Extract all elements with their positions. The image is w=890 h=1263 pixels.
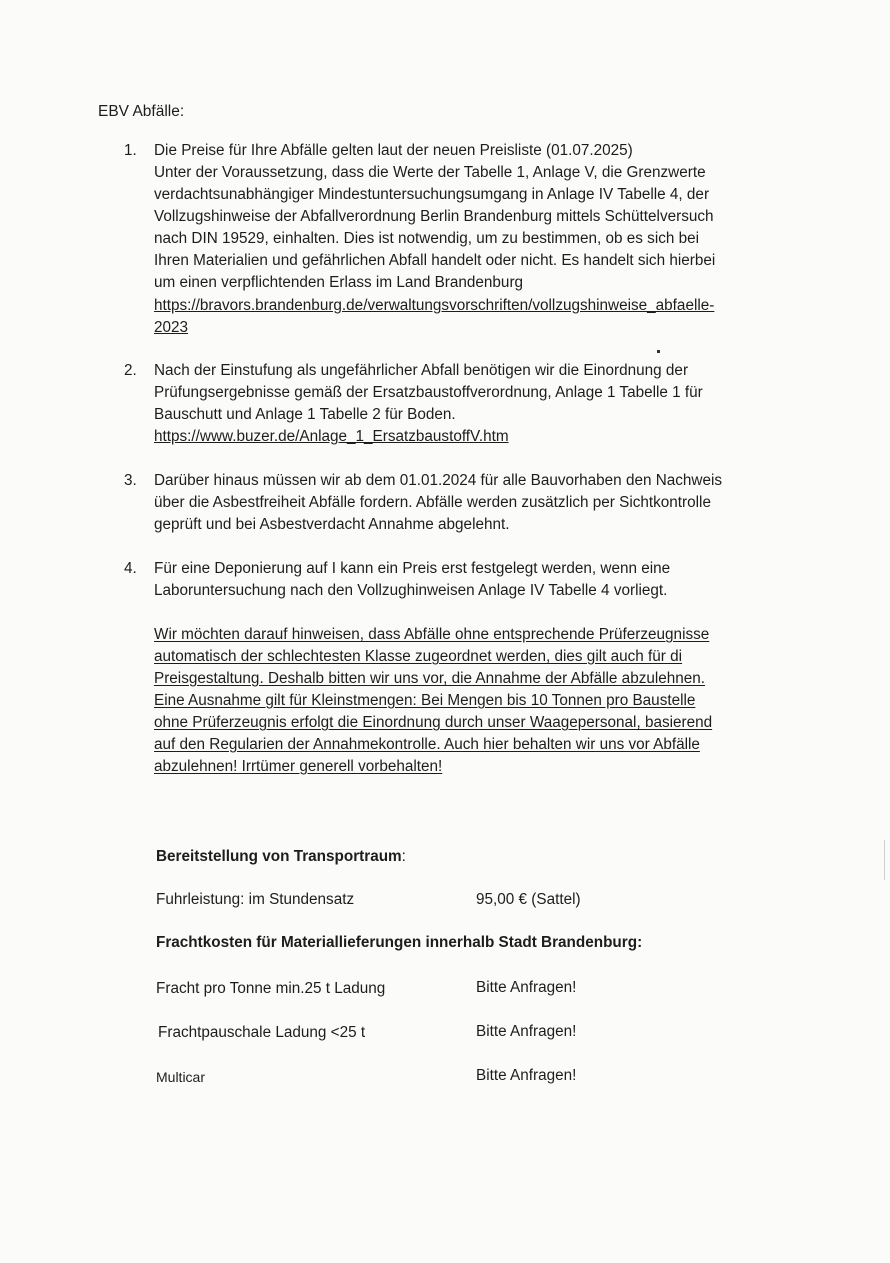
item-text-line: Nach der Einstufung als ungefährlicher Abfall benötigen wir die Einordnung der: [154, 362, 689, 379]
freight-row-value: Bitte Anfragen!: [476, 1067, 577, 1084]
freight-heading: Frachtkosten für Materiallieferungen innerhalb Stadt Brandenburg:: [156, 934, 643, 951]
item-text-line: Ihren Materialien und gefährlichen Abfall handelt oder nicht. Es handelt sich hierbei: [154, 252, 716, 269]
transport-heading-text: Bereitstellung von Transportraum: [156, 848, 402, 865]
transport-row-value: 95,00 € (Sattel): [476, 891, 581, 908]
item-text-line: Laboruntersuchung nach den Vollzughinweisen Anlage IV Tabelle 4 vorliegt.: [154, 582, 668, 599]
item-text-line: geprüft und bei Asbestverdacht Annahme abgelehnt.: [154, 516, 510, 533]
buzer-link[interactable]: https://www.buzer.de/Anlage_1_ErsatzbaustoffV.htm: [154, 428, 509, 445]
notice-line: automatisch der schlechtesten Klasse zugeordnet werden, dies gilt auch für di: [154, 648, 683, 665]
transport-heading: [156, 848, 406, 866]
notice-line: Wir möchten darauf hinweisen, dass Abfälle ohne entsprechende Prüferzeugnisse: [154, 626, 710, 643]
transport-heading-colon: :: [401, 848, 406, 865]
freight-row-label: Fracht pro Tonne min.25 t Ladung: [156, 980, 386, 997]
scan-edge-mark: [884, 840, 885, 880]
item-text-line: verdachtsunabhängiger Mindestuntersuchungsumgang in Anlage IV Tabelle 4, der: [154, 186, 710, 203]
list-number: 4.: [124, 560, 137, 577]
list-number: 1.: [124, 142, 137, 159]
regulation-link-continued[interactable]: 2023: [154, 319, 189, 336]
item-text-line: über die Asbestfreiheit Abfälle fordern. Abfälle werden zusätzlich per Sichtkontrolle: [154, 494, 711, 511]
item-text-line: Darüber hinaus müssen wir ab dem 01.01.2024 für alle Bauvorhaben den Nachweis: [154, 472, 723, 489]
list-number: 2.: [124, 362, 137, 379]
freight-row-value: Bitte Anfragen!: [476, 1023, 577, 1040]
scan-speck: [657, 350, 660, 353]
list-number: 3.: [124, 472, 137, 489]
notice-line: abzulehnen! Irrtümer generell vorbehalten!: [154, 758, 443, 775]
regulation-link[interactable]: https://bravors.brandenburg.de/verwaltungsvorschriften/vollzugshinweise_abfaelle-: [154, 297, 715, 314]
freight-row-label: Frachtpauschale Ladung <25 t: [158, 1024, 366, 1041]
item-text-line: Für eine Deponierung auf I kann ein Preis erst festgelegt werden, wenn eine: [154, 560, 671, 577]
notice-line: ohne Prüferzeugnis erfolgt die Einordnung durch unser Waagepersonal, basierend: [154, 714, 713, 731]
item-text-line: Unter der Voraussetzung, dass die Werte der Tabelle 1, Anlage V, die Grenzwerte: [154, 164, 706, 181]
notice-line: auf den Regularien der Annahmekontrolle. Auch hier behalten wir uns vor Abfälle: [154, 736, 700, 753]
transport-row-label: Fuhrleistung: im Stundensatz: [156, 891, 355, 908]
section-heading: EBV Abfälle:: [98, 103, 185, 120]
item-text-line: Die Preise für Ihre Abfälle gelten laut der neuen Preisliste (01.07.2025): [154, 142, 633, 159]
freight-row-label: Multicar: [156, 1069, 206, 1085]
item-text-line: um einen verpflichtenden Erlass im Land Brandenburg: [154, 274, 524, 291]
item-text-line: Prüfungsergebnisse gemäß der Ersatzbaustoffverordnung, Anlage 1 Tabelle 1 für: [154, 384, 703, 401]
freight-row-value: Bitte Anfragen!: [476, 979, 577, 996]
item-text-line: Bauschutt und Anlage 1 Tabelle 2 für Boden.: [154, 406, 456, 423]
item-text-line: Vollzugshinweise der Abfallverordnung Berlin Brandenburg mittels Schüttelversuch: [154, 208, 714, 225]
notice-line: Eine Ausnahme gilt für Kleinstmengen: Bei Mengen bis 10 Tonnen pro Baustelle: [154, 692, 696, 709]
item-text-line: nach DIN 19529, einhalten. Dies ist notwendig, um zu bestimmen, ob es sich bei: [154, 230, 700, 247]
notice-line: Preisgestaltung. Deshalb bitten wir uns vor, die Annahme der Abfälle abzulehnen.: [154, 670, 706, 687]
